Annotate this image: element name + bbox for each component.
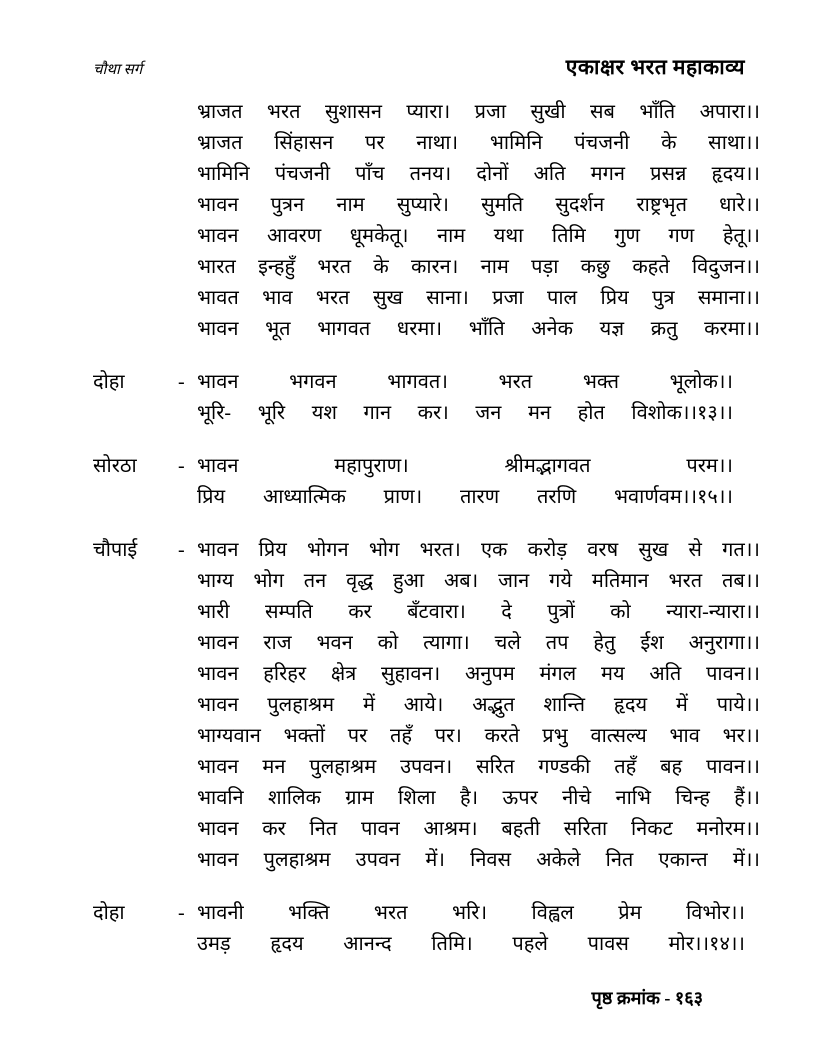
verse-line: भूरि- भूरि यश गान कर। जन मन होत विशोक।।१३।।	[197, 402, 733, 424]
section-label-spacer	[93, 97, 178, 345]
doha-section-14	[93, 898, 760, 960]
page-content	[93, 97, 760, 982]
verse-line: भावन पुलहाश्रम उपवन में। निवस अकेले नित एकान्त में।।	[197, 849, 760, 871]
verse-line: भावन कर नित पावन आश्रम। बहती सरिता निकट मनोरम।।	[197, 818, 760, 840]
doha-section-13	[93, 367, 760, 429]
section-dash-spacer	[178, 97, 197, 345]
verse-line: प्रिय आध्यात्मिक प्राण। तारण तरणि भवार्णवम।।१५।।	[197, 486, 733, 508]
verse-line: भ्राजत भरत सुशासन प्यारा। प्रजा सुखी सब भाँति अपारा।।	[197, 101, 760, 123]
verse-line: भारत इन्हहुँ भरत के कारन। नाम पड़ा कछु कहते विदुजन।।	[197, 256, 760, 278]
verse-lines	[197, 367, 733, 429]
verse-line: भावन हरिहर क्षेत्र सुहावन। अनुपम मंगल मय अति पावन।।	[197, 663, 760, 685]
opening-verse-section	[93, 97, 760, 345]
verse-line: भाग्यवान भक्तों पर तहँ पर। करते प्रभु वात्सल्य भाव भर।।	[197, 725, 760, 747]
sortha-section-15	[93, 451, 760, 513]
book-title: एकाक्षर भरत महाकाव्य	[565, 55, 745, 79]
canto-title: चौथा सर्ग	[93, 62, 143, 78]
section-dash: -	[178, 455, 185, 477]
verse-line: भावन भूत भागवत धरमा। भाँति अनेक यज्ञ क्रतु करमा।।	[197, 318, 760, 340]
verse-line: भाग्य भोग तन वृद्ध हुआ अब। जान गये मतिमान भरत तब।।	[197, 570, 760, 592]
chaupai-section	[93, 535, 760, 876]
section-dash: -	[178, 371, 185, 393]
section-label: दोहा	[93, 902, 125, 924]
verse-line: भावत भाव भरत सुख साना। प्रजा पाल प्रिय पुत्र समाना।।	[197, 287, 760, 309]
verse-line: उमड़ हृदय आनन्द तिमि। पहले पावस मोर।।१४।।	[197, 933, 745, 955]
verse-line: भ्राजत सिंहासन पर नाथा। भामिनि पंचजनी के साथा।।	[197, 132, 760, 154]
section-dash: -	[178, 539, 185, 561]
verse-lines	[197, 898, 745, 960]
section-dash: -	[178, 902, 185, 924]
page-header	[93, 54, 745, 81]
verse-line: भावनी भक्ति भरत भरि। विह्वल प्रेम विभोर।।	[197, 902, 745, 924]
verse-lines	[197, 535, 760, 876]
verse-line: भावन महापुराण। श्रीमद्भागवत परम।।	[197, 455, 733, 477]
verse-line: भामिनि पंचजनी पाँच तनय। दोनों अति मगन प्रसन्न हृदय।।	[197, 163, 760, 185]
verse-line: भावन पुत्रन नाम सुप्यारे। सुमति सुदर्शन राष्ट्रभृत धारे।।	[197, 194, 760, 216]
verse-line: भावन भगवन भागवत। भरत भक्त भूलोक।।	[197, 371, 733, 393]
verse-line: भावनि शालिक ग्राम शिला है। ऊपर नीचे नाभि चिन्ह हैं।।	[197, 787, 760, 809]
page-number-label: पृष्ठ क्रमांक - १६३	[591, 988, 703, 1008]
verse-line: भावन मन पुलहाश्रम उपवन। सरित गण्डकी तहँ बह पावन।।	[197, 756, 760, 778]
verse-lines	[197, 97, 760, 345]
section-label: सोरठा	[93, 455, 137, 477]
verse-lines	[197, 451, 733, 513]
verse-line: भावन राज भवन को त्यागा। चले तप हेतु ईश अनुरागा।।	[197, 632, 760, 654]
verse-line: भावन प्रिय भोगन भोग भरत। एक करोड़ वरष सुख से गत।।	[197, 539, 760, 561]
verse-line: भावन आवरण धूमकेतू। नाम यथा तिमि गुण गण हेतू।।	[197, 225, 760, 247]
section-label: दोहा	[93, 371, 125, 393]
verse-line: भावन पुलहाश्रम में आये। अद्भुत शान्ति हृदय में पाये।।	[197, 694, 760, 716]
section-label: चौपाई	[93, 539, 138, 561]
verse-line: भारी सम्पति कर बँटवारा। दे पुत्रों को न्यारा-न्यारा।।	[197, 601, 760, 623]
page-footer	[592, 986, 703, 1010]
